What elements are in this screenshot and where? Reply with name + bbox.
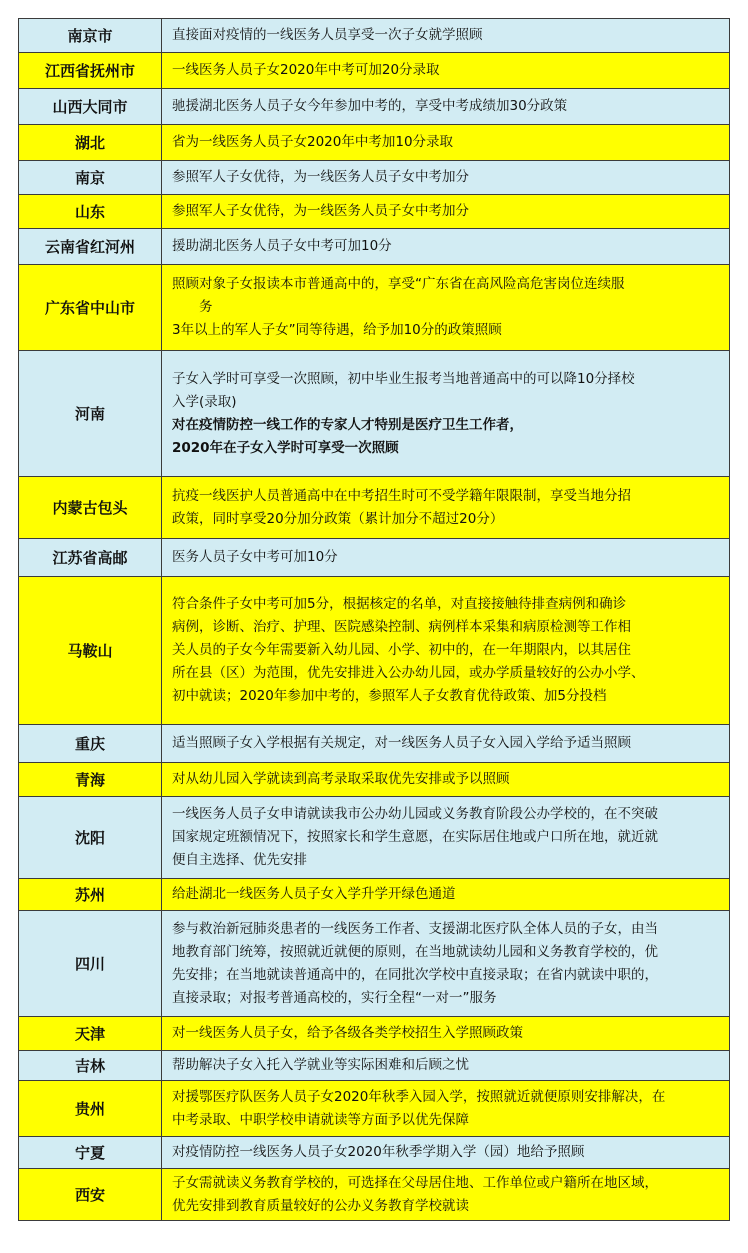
- region-cell: 沈阳: [19, 797, 162, 879]
- policy-line: 先安排；在当地就读普通高中的，在同批次学校中直接录取；在省内就读中职的，: [172, 966, 658, 983]
- policy-line: 关人员的子女今年需要新入幼儿园、小学、初中的，在一年期限内，以其居住: [172, 642, 631, 658]
- policy-line: 对从幼儿园入学就读到高考录取采取优先安排或予以照顾: [172, 771, 510, 787]
- policy-row: [19, 763, 730, 797]
- policy-line: 给赴湖北一线医务人员子女入学升学开绿色通道: [172, 886, 456, 902]
- region-cell: 宁夏: [19, 1137, 162, 1169]
- region-cell: 内蒙古包头: [19, 477, 162, 539]
- policy-cell: [162, 1017, 730, 1051]
- policy-row: [19, 797, 730, 879]
- policy-line: 驰援湖北医务人员子女今年参加中考的，享受中考成绩加30分政策: [172, 98, 568, 114]
- policy-line: 中考录取、中职学校申请就读等方面予以优先保障: [172, 1111, 469, 1128]
- policy-cell: [162, 1169, 730, 1221]
- policy-line: 照顾对象子女报读本市普通高中的，享受“广东省在高风险高危害岗位连续服: [172, 276, 625, 292]
- policy-cell: [162, 195, 730, 229]
- policy-cell: [162, 125, 730, 161]
- policy-line: 子女入学时可享受一次照顾，初中毕业生报考当地普通高中的可以降10分择校: [172, 370, 635, 387]
- policy-row: [19, 539, 730, 577]
- region-cell: 马鞍山: [19, 577, 162, 725]
- region-cell: 湖北: [19, 125, 162, 161]
- policy-line: 直接录取；对报考普通高校的，实行全程“一对一”服务: [172, 989, 497, 1006]
- policy-cell: [162, 265, 730, 351]
- policy-row: [19, 161, 730, 195]
- policy-line: 一线医务人员子女申请就读我市公办幼儿园或义务教育阶段公办学校的，在不突破: [172, 806, 658, 822]
- policy-cell: [162, 53, 730, 89]
- policy-line: 省为一线医务人员子女2020年中考加10分录取: [172, 134, 454, 150]
- region-cell: 苏州: [19, 879, 162, 911]
- policy-row: [19, 911, 730, 1017]
- policy-cell: [162, 577, 730, 725]
- policy-row: [19, 195, 730, 229]
- policy-row: [19, 1017, 730, 1051]
- region-cell: 山东: [19, 195, 162, 229]
- policy-line: 政策，同时享受20分加分政策（累计加分不超过20分）: [172, 510, 504, 527]
- policy-row: [19, 19, 730, 53]
- region-cell: 四川: [19, 911, 162, 1017]
- policy-row: [19, 1051, 730, 1081]
- policy-row: [19, 229, 730, 265]
- policy-table: [18, 18, 730, 1221]
- policy-line: 国家规定班额情况下，按照家长和学生意愿，在实际居住地或户口所在地，就近就: [172, 829, 658, 845]
- policy-line: 援助湖北医务人员子女中考可加10分: [172, 238, 392, 254]
- policy-cell: [162, 1137, 730, 1169]
- policy-line: 3年以上的军人子女”同等待遇，给予加10分的政策照顾: [172, 322, 502, 338]
- policy-line: 参照军人子女优待，为一线医务人员子女中考加分: [172, 203, 469, 219]
- region-cell: 云南省红河州: [19, 229, 162, 265]
- policy-cell: [162, 1081, 730, 1137]
- policy-line: 务: [172, 299, 213, 315]
- policy-row: [19, 1081, 730, 1137]
- policy-line: 优先安排到教育质量较好的公办义务教育学校就读: [172, 1197, 469, 1214]
- policy-row: [19, 89, 730, 125]
- region-cell: 天津: [19, 1017, 162, 1051]
- region-cell: 西安: [19, 1169, 162, 1221]
- policy-row: [19, 477, 730, 539]
- policy-line: 抗疫一线医护人员普通高中在中考招生时可不受学籍年限限制，享受当地分招: [172, 487, 631, 504]
- policy-cell: [162, 911, 730, 1017]
- policy-line: 帮助解决子女入托入学就业等实际困难和后顾之忧: [172, 1057, 469, 1073]
- policy-row: [19, 125, 730, 161]
- region-cell: 河南: [19, 351, 162, 477]
- policy-cell: [162, 351, 730, 477]
- policy-line: 对疫情防控一线医务人员子女2020年秋季学期入学（园）地给予照顾: [172, 1144, 585, 1160]
- policy-line: 所在县（区）为范围，优先安排进入公办幼儿园，或办学质量较好的公办小学、: [172, 665, 645, 681]
- region-cell: 山西大同市: [19, 89, 162, 125]
- policy-line: 病例，诊断、治疗、护理、医院感染控制、病例样本采集和病原检测等工作相: [172, 619, 631, 635]
- policy-row: [19, 265, 730, 351]
- policy-line: 医务人员子女中考可加10分: [172, 549, 338, 565]
- policy-cell: [162, 229, 730, 265]
- policy-row: [19, 577, 730, 725]
- policy-line: 参与救治新冠肺炎患者的一线医务工作者、支援湖北医疗队全体人员的子女，由当: [172, 920, 658, 937]
- policy-cell: [162, 89, 730, 125]
- policy-line: 初中就读；2020年参加中考的，参照军人子女教育优待政策、加5分投档: [172, 688, 607, 704]
- policy-line: 对一线医务人员子女，给予各级各类学校招生入学照顾政策: [172, 1025, 523, 1041]
- policy-line: 便自主选择、优先安排: [172, 852, 307, 868]
- policy-line: 子女需就读义务教育学校的，可选择在父母居住地、工作单位或户籍所在地区域，: [172, 1174, 658, 1191]
- policy-row: [19, 725, 730, 763]
- region-cell: 江西省抚州市: [19, 53, 162, 89]
- policy-cell: [162, 161, 730, 195]
- policy-line: 参照军人子女优待，为一线医务人员子女中考加分: [172, 169, 469, 185]
- region-cell: 重庆: [19, 725, 162, 763]
- policy-cell: [162, 725, 730, 763]
- region-cell: 南京市: [19, 19, 162, 53]
- region-cell: 江苏省高邮: [19, 539, 162, 577]
- policy-cell: [162, 1051, 730, 1081]
- policy-line: 地教育部门统筹，按照就近就便的原则，在当地就读幼儿园和义务教育学校的，优: [172, 943, 658, 960]
- policy-line: 适当照顾子女入学根据有关规定，对一线医务人员子女入园入学给予适当照顾: [172, 735, 631, 751]
- policy-row: [19, 1137, 730, 1169]
- policy-line: 符合条件子女中考可加5分，根据核定的名单，对直接接触待排查病例和确诊: [172, 596, 627, 612]
- policy-line: 直接面对疫情的一线医务人员享受一次子女就学照顾: [172, 27, 483, 43]
- region-cell: 广东省中山市: [19, 265, 162, 351]
- policy-row: [19, 1169, 730, 1221]
- policy-row: [19, 351, 730, 477]
- region-cell: 南京: [19, 161, 162, 195]
- policy-row: [19, 53, 730, 89]
- policy-cell: [162, 19, 730, 53]
- policy-line: 入学(录取): [172, 393, 237, 410]
- region-cell: 青海: [19, 763, 162, 797]
- policy-cell: [162, 879, 730, 911]
- policy-line: 对在疫情防控一线工作的专家人才特别是医疗卫生工作者，: [172, 416, 523, 433]
- policy-table-body: [19, 19, 730, 1221]
- policy-row: [19, 879, 730, 911]
- region-cell: 贵州: [19, 1081, 162, 1137]
- policy-table-container: [18, 18, 730, 1221]
- policy-cell: [162, 763, 730, 797]
- policy-line: 对援鄂医疗队医务人员子女2020年秋季入园入学，按照就近就便原则安排解决，在: [172, 1088, 666, 1105]
- policy-line: 一线医务人员子女2020年中考可加20分录取: [172, 62, 440, 78]
- policy-cell: [162, 477, 730, 539]
- region-cell: 吉林: [19, 1051, 162, 1081]
- policy-line: 2020年在子女入学时可享受一次照顾: [172, 439, 399, 456]
- policy-cell: [162, 539, 730, 577]
- policy-cell: [162, 797, 730, 879]
